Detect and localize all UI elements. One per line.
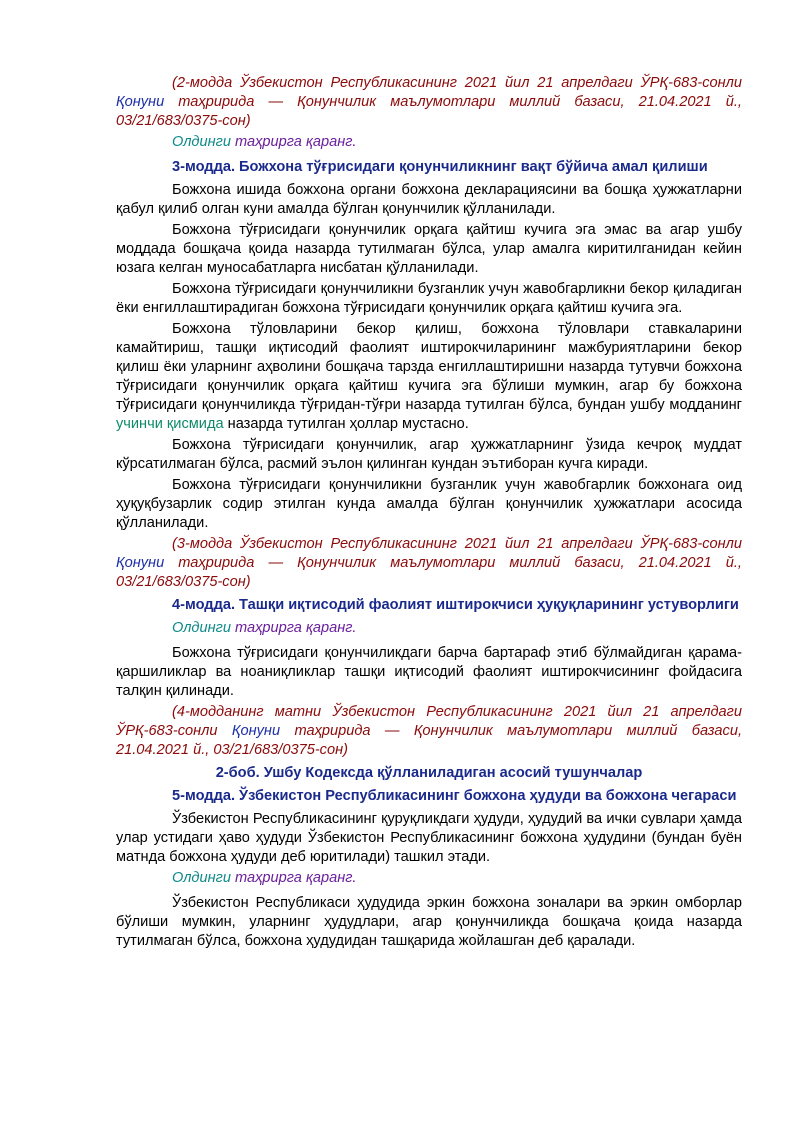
previous-edition-note (172, 869, 742, 888)
previous-edition-note (172, 619, 742, 638)
edition-note-article-3 (116, 535, 742, 592)
prev-label: Олдинги (172, 620, 235, 636)
article-3-paragraph: Божхона тўғрисидаги қонунчиликни бузганлик учун жавобгарликни бекор қиладиган ёки енгиллаштирадиган божхона тўғрисидаги қонунчилик орқага қайтиш кучига эга. (116, 281, 742, 316)
article-5-paragraph: Ўзбекистон Республикасининг қуруқликдаги ҳудуди, ҳудудий ва ички сувлари ҳамда улар устидаги ҳаво ҳудуди Ўзбекистон Республикасининг божхона ҳудудини (бундан буён матнда божхона ҳудуди деб юритилади) ташкил этади. (116, 811, 742, 865)
note-text: таҳририда — Қонунчилик маълумотлари миллий базаси, 21.04.2021 й., 03/21/683/0375-сон) (116, 555, 742, 590)
prev-label: Олдинги (172, 870, 235, 886)
previous-edition-link[interactable]: таҳрирга қаранг. (235, 870, 357, 886)
part-three-link[interactable]: учинчи қисмида (116, 416, 224, 432)
note-text: (3-модда Ўзбекистон Республикасининг 2021 йил 21 апрелдаги ЎРҚ-683-сонли (172, 536, 742, 552)
paragraph-text: назарда тутилган ҳоллар мустасно. (223, 416, 469, 432)
chapter-2-title: 2-боб. Ушбу Кодексда қўлланиладиган асосий тушунчалар (215, 765, 643, 781)
law-link[interactable]: Қонуни (116, 555, 165, 571)
prev-label: Олдинги (172, 134, 235, 150)
article-4-paragraph: Божхона тўғрисидаги қонунчиликдаги барча бартараф этиб бўлмайдиган қарама-қаршиликлар ва ноаниқликлар ташқи иқтисодий фаолият иштирокчисининг фойдасига талқин қилинади. (116, 645, 742, 699)
law-link[interactable]: Қонуни (231, 723, 281, 739)
article-3-paragraph: Божхона тўғрисидаги қонунчилик, агар ҳужжатларнинг ўзида кечроқ муддат кўрсатилмаган бўлса, расмий эълон қилинган кундан эътиборан кучга киради. (116, 437, 742, 472)
paragraph-text: Божхона тўловларини бекор қилиш, божхона тўловлари ставкаларини камайтириш, ташқи иқтисодий фаолият иштирокчиларининг мажбуриятларини бекор қилиш ёки уларнинг аҳволини бошқача тарзда енгиллаштиришни назарда тутувчи божхона тўғрисидаги қонунчилик орқага қайтиш кучига эга бўлиши мумкин, агар бу божхона тўғрисидаги қонунчиликда тўғридан-тўғри назарда тутилган бўлса, бундан ушбу модданинг (116, 321, 742, 413)
note-text: таҳририда — Қонунчилик маълумотлари миллий базаси, 21.04.2021 й., 03/21/683/0375-сон) (116, 94, 742, 129)
document-page (116, 74, 742, 953)
article-5-title: 5-модда. Ўзбекистон Республикасининг божхона ҳудуди ва божхона чегараси (172, 788, 737, 804)
note-text: таҳририда — Қонунчилик маълумотлари миллий базаси, 21.04.2021 й., 03/21/683/0375-сон) (116, 723, 742, 758)
previous-edition-note (172, 133, 742, 152)
article-3-title: 3-модда. Божхона тўғрисидаги қонунчиликнинг вақт бўйича амал қилиши (172, 159, 708, 175)
previous-edition-link[interactable]: таҳрирга қаранг. (235, 620, 357, 636)
edition-note-article-4 (116, 703, 742, 760)
edition-note-article-2 (116, 74, 742, 131)
note-text: (4-модданинг матни Ўзбекистон Республикасининг 2021 йил 21 апрелдаги ЎРҚ-683-сонли (116, 704, 742, 739)
article-4-title: 4-модда. Ташқи иқтисодий фаолият иштирокчиси ҳуқуқларининг устуворлиги (172, 597, 739, 613)
article-3-paragraph (116, 320, 742, 434)
note-text: (2-модда Ўзбекистон Республикасининг 2021 йил 21 апрелдаги ЎРҚ-683-сонли (172, 75, 742, 91)
previous-edition-link[interactable]: таҳрирга қаранг. (235, 134, 357, 150)
article-3-paragraph: Божхона тўғрисидаги қонунчиликни бузганлик учун жавобгарлик божхонага оид ҳуқуқбузарлик содир этилган кунда амалда бўлган қонунчилик ҳужжатлари асосида қўлланилади. (116, 477, 742, 531)
article-3-paragraph: Божхона тўғрисидаги қонунчилик орқага қайтиш кучига эга эмас ва агар ушбу моддада бошқача қоида назарда тутилмаган бўлса, улар амалга киритилганидан кейин юзага келган муносабатларга нисбатан қўлланилади. (116, 222, 742, 276)
law-link[interactable]: Қонуни (116, 94, 165, 110)
article-3-paragraph: Божхона ишида божхона органи божхона декларациясини ва бошқа ҳужжатларни қабул қилиб олган куни амалда бўлган қонунчилик қўлланилади. (116, 182, 742, 217)
article-5-paragraph: Ўзбекистон Республикаси ҳудудида эркин божхона зоналари ва эркин омборлар бўлиши мумкин, уларнинг ҳудудлари, агар қонунчиликда бошқача қоида назарда тутилмаган бўлса, божхона ҳудудидан ташқарида жойлашган деб қаралади. (116, 895, 742, 949)
